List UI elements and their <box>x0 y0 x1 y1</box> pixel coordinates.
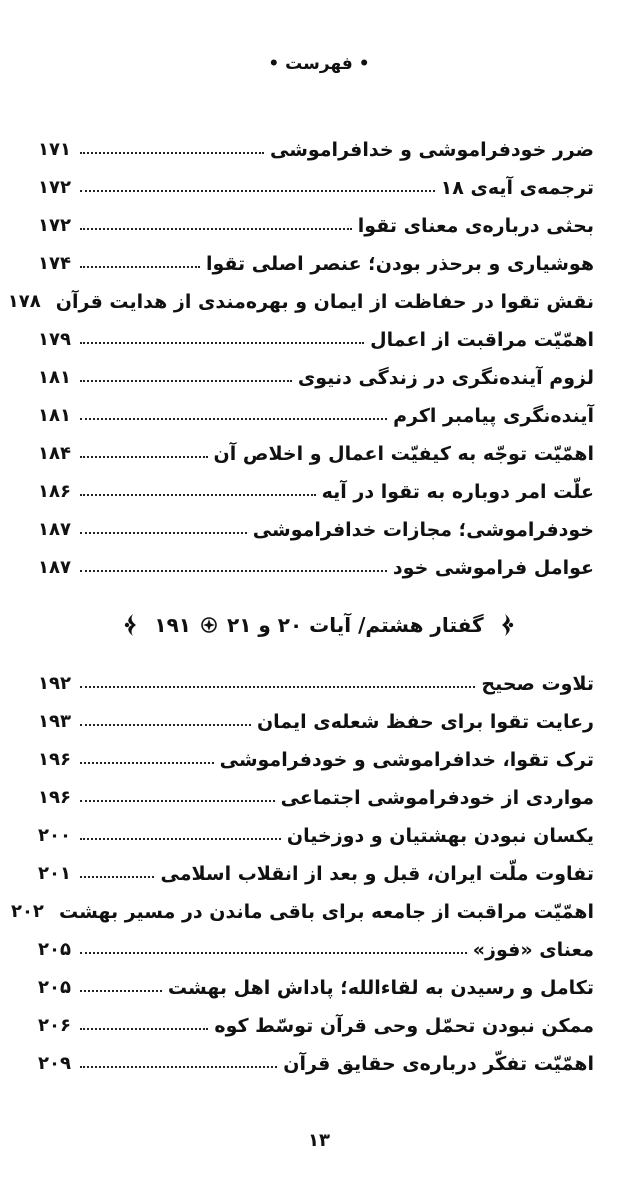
toc-list-before <box>7 128 594 584</box>
toc-entry-page: ۱۸۷ <box>38 557 71 578</box>
toc-entry <box>38 1042 594 1080</box>
toc-entry-page: ۱۷۱ <box>38 139 71 160</box>
toc-entry <box>38 700 594 738</box>
toc-entry <box>38 738 594 776</box>
dot-leader <box>80 570 387 572</box>
toc-entry <box>38 662 594 700</box>
toc-entry-page: ۱۸۴ <box>38 443 71 464</box>
toc-entry-title: مواردی از خودفراموشی اجتماعی <box>280 787 594 809</box>
toc-entry <box>7 280 594 318</box>
toc-list-after <box>10 662 594 1080</box>
toc-entry <box>38 204 594 242</box>
dot-leader <box>80 838 281 840</box>
toc-entry-title: ترجمه‌ی آیه‌ی ۱۸ <box>440 177 594 199</box>
dot-leader <box>80 456 208 458</box>
dot-leader <box>80 266 200 268</box>
toc-entry-title: اهمّیّت تفکّر درباره‌ی حقایق قرآن <box>283 1053 594 1075</box>
page-number: ۱۳ <box>308 1130 330 1151</box>
toc-entry-title: تفاوت ملّت ایران، قبل و بعد از انقلاب اسلامی <box>160 863 594 885</box>
toc-entry-page: ۱۸۶ <box>38 481 71 502</box>
page-header: • فهرست • <box>268 54 370 74</box>
toc-entry-title: ممکن نبودن تحمّل وحی قرآن توسّط کوه <box>214 1015 594 1037</box>
toc-entry-page: ۱۷۲ <box>38 177 71 198</box>
toc-entry-page: ۱۷۴ <box>38 253 71 274</box>
toc-entry-page: ۱۷۸ <box>7 291 41 312</box>
dot-leader <box>80 152 264 154</box>
toc-entry-page: ۱۷۹ <box>38 329 71 350</box>
toc-entry-title: لزوم آینده‌نگری در زندگی دنیوی <box>297 367 594 389</box>
toc-entry <box>38 166 594 204</box>
toc-entry <box>38 318 594 356</box>
section-heading <box>0 612 638 638</box>
toc-entry-title: معنای «فوز» <box>472 939 594 961</box>
toc-entry-page: ۱۷۲ <box>38 215 71 236</box>
dot-leader <box>80 228 352 230</box>
toc-entry-page: ۲۰۱ <box>38 863 71 884</box>
toc-entry-title: تلاوت صحیح <box>481 673 594 695</box>
ornament-right-icon <box>494 612 516 638</box>
toc-entry-page: ۱۹۶ <box>38 749 71 770</box>
toc-entry-title: بحثی درباره‌ی معنای تقوا <box>357 215 594 237</box>
toc-entry-page: ۱۹۳ <box>38 711 71 732</box>
toc-entry-page: ۱۸۱ <box>38 367 71 388</box>
dot-leader <box>80 418 387 420</box>
section-heading-page: ۱۹۱ <box>154 613 191 637</box>
toc-entry <box>38 852 594 890</box>
toc-entry-title: ضرر خودفراموشی و خدافراموشی <box>269 139 594 161</box>
dot-leader <box>80 494 316 496</box>
dot-leader <box>80 190 435 192</box>
toc-entry-title: آینده‌نگری پیامبر اکرم <box>393 405 594 427</box>
toc-entry <box>38 1004 594 1042</box>
toc-entry-title: عوامل فراموشی خود <box>392 557 594 579</box>
toc-entry <box>38 394 594 432</box>
dot-leader <box>80 990 162 992</box>
toc-entry-title: نقش تقوا در حفاظت از ایمان و بهره‌مندی از هدایت قرآن <box>55 291 594 313</box>
toc-entry-page: ۱۹۶ <box>38 787 71 808</box>
toc-entry-page: ۲۰۵ <box>38 977 71 998</box>
toc-entry <box>38 432 594 470</box>
toc-entry <box>38 470 594 508</box>
toc-entry-page: ۲۰۵ <box>38 939 71 960</box>
dot-leader <box>80 724 251 726</box>
dot-leader <box>80 1066 277 1068</box>
toc-entry <box>38 546 594 584</box>
toc-entry-title: اهمّیّت توجّه به کیفیّت اعمال و اخلاص آن <box>213 443 594 465</box>
toc-entry-page: ۲۰۶ <box>38 1015 71 1036</box>
toc-entry-title: خودفراموشی؛ مجازات خدافراموشی <box>252 519 594 541</box>
toc-entry <box>38 508 594 546</box>
flower-separator-icon <box>201 617 217 633</box>
toc-entry <box>10 890 594 928</box>
dot-leader <box>80 1028 208 1030</box>
toc-entry <box>38 814 594 852</box>
toc-entry-title: اهمّیّت مراقبت از جامعه برای باقی ماندن در مسیر بهشت <box>58 901 594 923</box>
dot-leader <box>80 342 364 344</box>
toc-entry-page: ۱۸۷ <box>38 519 71 540</box>
toc-entry-title: علّت امر دوباره به تقوا در آیه <box>321 481 594 503</box>
toc-entry <box>38 776 594 814</box>
toc-entry-page: ۲۰۲ <box>10 901 44 922</box>
toc-entry-title: رعایت تقوا برای حفظ شعله‌ی ایمان <box>256 711 594 733</box>
toc-entry-title: اهمّیّت مراقبت از اعمال <box>370 329 594 351</box>
toc-entry <box>38 128 594 166</box>
toc-entry-title: تکامل و رسیدن به لقاءالله؛ پاداش اهل بهشت <box>167 977 594 999</box>
ornament-left-icon <box>122 612 144 638</box>
toc-entry-title: یکسان نبودن بهشتیان و دوزخیان <box>286 825 594 847</box>
toc-entry-title: هوشیاری و برحذر بودن؛ عنصر اصلی تقوا <box>205 253 594 275</box>
dot-leader <box>80 762 214 764</box>
section-heading-title: گفتار هشتم/ آیات ۲۰ و ۲۱ <box>226 613 484 637</box>
toc-entry-page: ۲۰۰ <box>38 825 71 846</box>
dot-leader <box>80 686 475 688</box>
dot-leader <box>80 876 154 878</box>
toc-entry <box>38 242 594 280</box>
toc-entry <box>38 356 594 394</box>
toc-entry <box>38 928 594 966</box>
toc-entry-page: ۱۸۱ <box>38 405 71 426</box>
toc-entry-page: ۱۹۲ <box>38 673 71 694</box>
dot-leader <box>80 532 247 534</box>
toc-entry-page: ۲۰۹ <box>38 1053 71 1074</box>
toc-entry-title: ترک تقوا، خدافراموشی و خودفراموشی <box>219 749 594 771</box>
dot-leader <box>80 952 467 954</box>
dot-leader <box>80 800 275 802</box>
toc-entry <box>38 966 594 1004</box>
dot-leader <box>80 380 292 382</box>
